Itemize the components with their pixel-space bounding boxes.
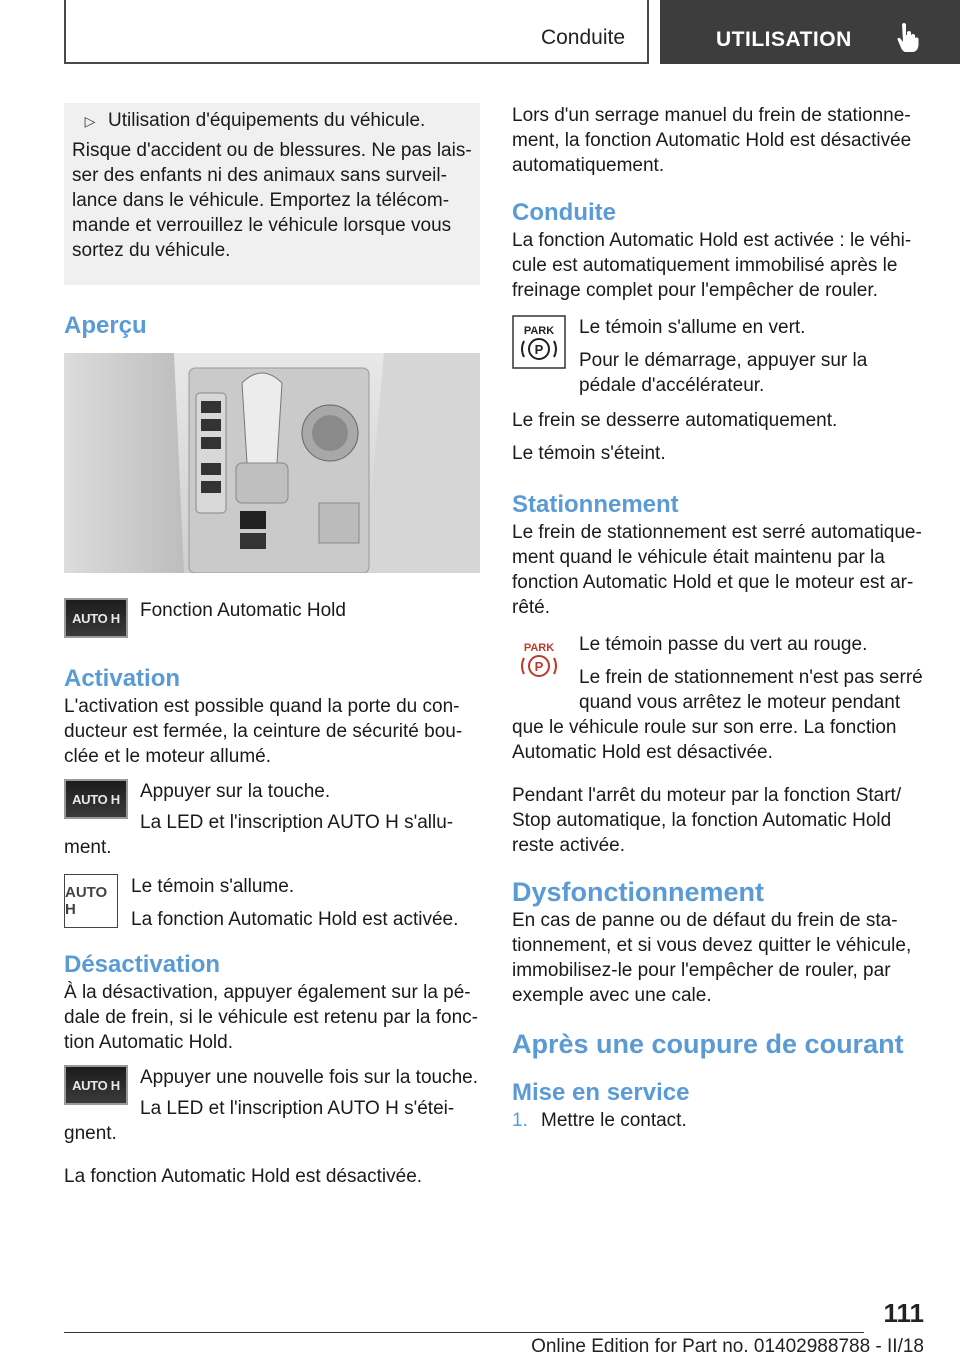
warning-box bbox=[64, 103, 480, 285]
frein-desserre: Le frein se desserre automatiquement. bbox=[512, 410, 838, 431]
desactivation-step2: La LED et l'inscription AUTO H s'étei-gnent. bbox=[64, 1098, 455, 1144]
heading-desactivation: Désactivation bbox=[64, 951, 221, 978]
park1-line2: Pour le démarrage, appuyer sur la pédale d'accélérateur. bbox=[579, 350, 868, 396]
startstop-note: Pendant l'arrêt du moteur par la fonction Start/ Stop automatique, la fonction Automatic Hold reste activée. bbox=[512, 785, 902, 856]
header-chapter-title: UTILISATION bbox=[716, 28, 852, 51]
conduite-body: La fonction Automatic Hold est activée : le véhi-cule est automatiquement immobilisé après le freinage complet pour l'empêcher de rouler. bbox=[512, 230, 912, 301]
park-green-indicator-icon bbox=[512, 315, 566, 369]
auto-h-button-icon: AUTO H bbox=[64, 779, 128, 819]
warning-title: Utilisation d'équipements du véhicule. bbox=[108, 110, 426, 131]
header-section-box bbox=[64, 0, 649, 64]
step-number: 1. bbox=[512, 1110, 528, 1131]
activation-step1: Appuyer sur la touche. bbox=[140, 781, 331, 802]
stationnement-body: Le frein de stationnement est serré automatique-ment quand le véhicule était maintenu par la fonction Automatic Hold et que le moteur est ar-rêté. bbox=[512, 522, 922, 618]
auto-h-button-icon: AUTO H bbox=[64, 1065, 128, 1105]
heading-conduite: Conduite bbox=[512, 199, 616, 226]
heading-stationnement: Stationnement bbox=[512, 491, 679, 518]
header-chapter-box bbox=[660, 0, 960, 64]
center-console-photo bbox=[64, 353, 480, 573]
auto-h-indicator-icon: AUTO H bbox=[64, 874, 118, 928]
desactivation-end: La fonction Automatic Hold est désactivée. bbox=[64, 1166, 423, 1187]
activation-button-row bbox=[64, 779, 480, 860]
activation-body: L'activation est possible quand la porte du con-ducteur est fermée, la ceinture de sécurité bou-clée et le moteur allumé. bbox=[64, 696, 463, 767]
heading-mise-en-service: Mise en service bbox=[512, 1079, 690, 1106]
park1-line1: Le témoin s'allume en vert. bbox=[579, 317, 806, 338]
park1-label: PARK bbox=[523, 325, 555, 337]
pointing-hand-icon bbox=[896, 22, 920, 52]
warning-triangle-icon: ▷ bbox=[84, 113, 96, 129]
park2-label: PARK bbox=[523, 642, 555, 654]
footer-edition: Online Edition for Part no. 01402988788 - II/18 bbox=[531, 1336, 924, 1357]
heading-activation: Activation bbox=[64, 665, 181, 692]
heading-apercu: Aperçu bbox=[64, 312, 147, 339]
park-indicator-row-2 bbox=[512, 632, 928, 715]
footer-divider bbox=[64, 1332, 864, 1333]
activation-indicator-row bbox=[64, 874, 480, 932]
right-intro: Lors d'un serrage manuel du frein de stationne-ment, la fonction Automatic Hold est désactivée automatiquement. bbox=[512, 105, 912, 176]
park1-symbol: P bbox=[534, 342, 544, 357]
mise-en-service-steps bbox=[512, 1108, 928, 1133]
warning-body: Risque d'accident ou de blessures. Ne pas lais-ser des enfants ni des animaux sans surveil-lance dans le véhicule. Emportez la télécom-mande et verrouillez le véhicule lorsque vous sortez du véhicule. bbox=[72, 140, 472, 261]
activation-indicator2: La fonction Automatic Hold est activée. bbox=[131, 909, 459, 930]
page-number: 111 bbox=[883, 1298, 924, 1328]
park2-symbol: P bbox=[534, 659, 544, 674]
desactivation-step1: Appuyer une nouvelle fois sur la touche. bbox=[140, 1067, 478, 1088]
park-indicator-row-1 bbox=[512, 315, 928, 398]
park2-line1: Le témoin passe du vert au rouge. bbox=[579, 634, 868, 655]
activation-indicator1: Le témoin s'allume. bbox=[131, 876, 295, 897]
dysfonctionnement-body: En cas de panne ou de défaut du frein de sta-tionnement, et si vous devez quitter le véhicule, immobilisez-le pour l'empêcher de rouler, par exemple avec une cale. bbox=[512, 910, 912, 1006]
apercu-icon-row bbox=[64, 598, 480, 654]
heading-coupure: Après une coupure de courant bbox=[512, 1029, 904, 1059]
park2-line2: Le frein de stationnement n'est pas serré quand vous arrêtez le moteur pendant bbox=[579, 667, 923, 713]
desactivation-body: À la désactivation, appuyer également sur la pé-dale de frein, si le véhicule est retenu par la fonc-tion Automatic Hold. bbox=[64, 982, 479, 1053]
left-column bbox=[64, 103, 480, 1197]
right-column bbox=[512, 103, 928, 1133]
park2-continuation: que le véhicule roule sur son erre. La fonction Automatic Hold est désactivée. bbox=[512, 717, 897, 763]
temoin-eteint: Le témoin s'éteint. bbox=[512, 443, 666, 464]
desactivation-button-row bbox=[64, 1065, 480, 1146]
step-text: Mettre le contact. bbox=[541, 1110, 687, 1131]
park-red-indicator-icon bbox=[512, 632, 566, 686]
heading-dysfonctionnement: Dysfonctionnement bbox=[512, 877, 765, 907]
header-section-title: Conduite bbox=[540, 26, 625, 49]
apercu-caption: Fonction Automatic Hold bbox=[140, 600, 346, 621]
auto-h-button-icon: AUTO H bbox=[64, 598, 128, 638]
list-item bbox=[512, 1108, 928, 1133]
activation-step2: La LED et l'inscription AUTO H s'allu-ment. bbox=[64, 812, 454, 858]
